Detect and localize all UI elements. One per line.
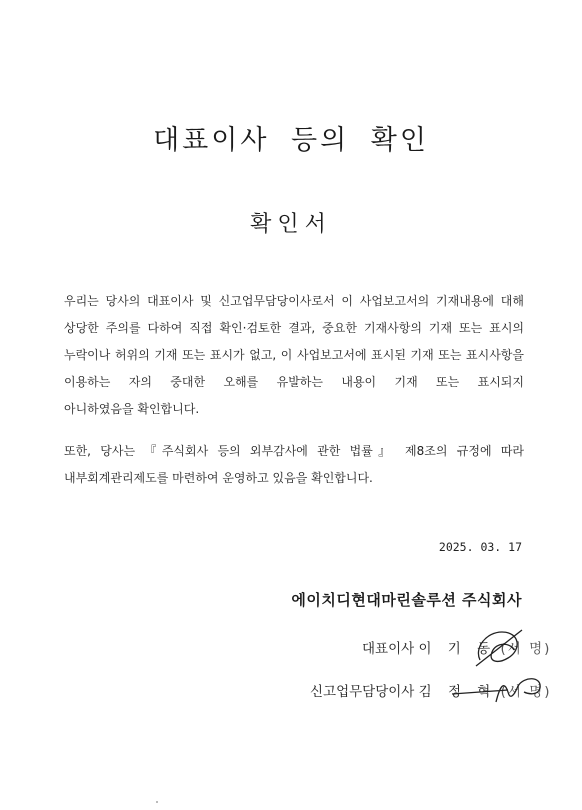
paragraph-line: 또한, 당사는 『주식회사 등의 외부감사에 관한 법률』 제8조의 규정에 따라 — [64, 444, 524, 458]
paragraph-line: 내부회계관리제도를 마련하여 운영하고 있음을 확인합니다. — [64, 471, 373, 485]
signature-seal: (서 명) — [500, 684, 552, 700]
document-title: 대표이사 등의 확인 — [153, 125, 429, 156]
director-handwritten-signature — [448, 672, 548, 708]
signature-seal: (서 명) — [500, 641, 552, 657]
signatory-role: 신고업무담당이사 — [310, 684, 415, 700]
document-date: 2025. 03. 17 — [438, 540, 522, 554]
paragraph-line: 상당한 주의를 다하여 직접 확인·검토한 결과, 중요한 기재사항의 기재 또는 표시의 — [64, 321, 524, 335]
ceo-handwritten-signature — [470, 622, 530, 672]
confirmation-paragraph — [64, 288, 524, 423]
signatory-name: 이 기 동 — [418, 641, 497, 657]
signatory-role: 대표이사 — [362, 641, 415, 657]
paragraph-line: 이용하는 자의 중대한 오해를 유발하는 내용이 기재 또는 표시되지 — [64, 375, 524, 389]
company-name: 에이치디현대마린솔루션 주식회사 — [291, 591, 522, 609]
scan-speck — [156, 801, 158, 803]
paragraph-line: 누락이나 허위의 기재 또는 표시가 없고, 이 사업보고서에 표시된 기재 또는 표시사항을 — [64, 348, 524, 362]
signatory-name: 김 정 혁 — [418, 684, 497, 700]
internal-control-paragraph — [64, 438, 524, 492]
paragraph-line: 아니하였음을 확인합니다. — [64, 402, 200, 416]
document-subtitle: 확인서 — [250, 212, 332, 237]
paragraph-line: 우리는 당사의 대표이사 및 신고업무담당이사로서 이 사업보고서의 기재내용에 대해 — [64, 294, 524, 308]
